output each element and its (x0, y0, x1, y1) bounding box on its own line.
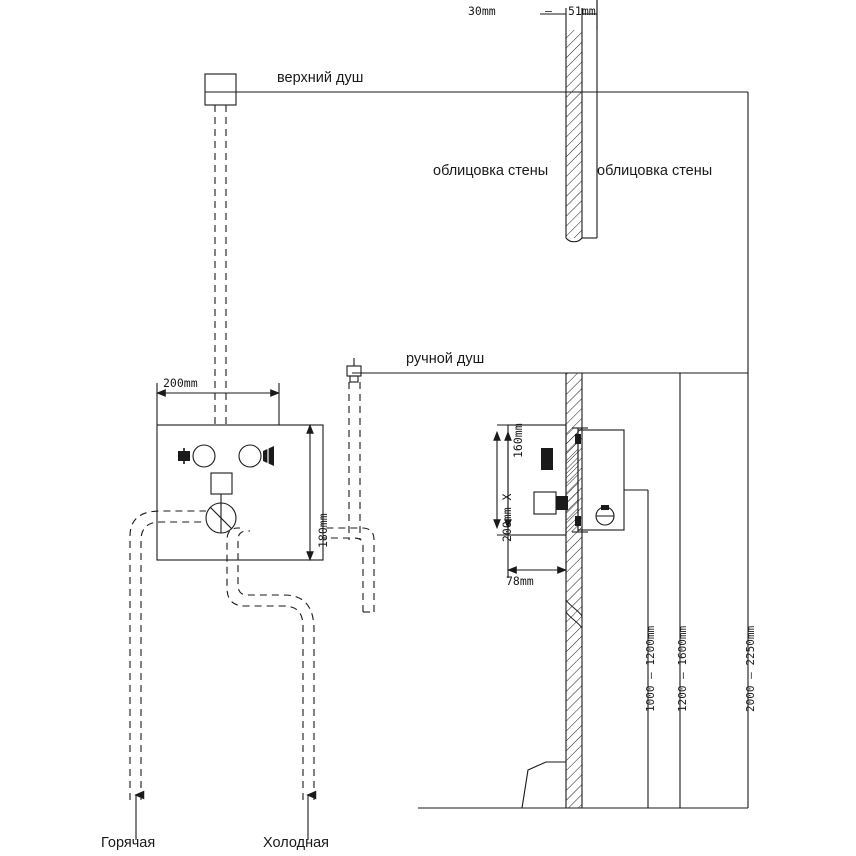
dim-label-1200-1600mm: 1200 — 1600mm (676, 625, 689, 712)
dim-label-160mm: 160mm (511, 423, 525, 458)
dim-label-78mm: 78mm (506, 574, 534, 588)
label-overhead-shower: верхний душ (277, 70, 364, 86)
dim-label-180mm-height: 180mm (316, 513, 330, 548)
dim-label-51mm: 51mm (568, 4, 596, 18)
dim-label-2000-2250mm: 2000 — 2250mm (744, 625, 757, 712)
label-cold-water: Холодная (263, 835, 330, 851)
dim-label-200mm-width: 200mm (163, 376, 198, 390)
dim-label-200mm-x: 200mm X (500, 493, 514, 542)
dim-label-dash: — (545, 4, 552, 18)
dim-label-30mm: 30mm (468, 4, 496, 18)
label-wall-cladding-right: облицовка стены (597, 163, 713, 179)
label-wall-cladding-left: облицовка стены (433, 163, 549, 179)
label-hand-shower: ручной душ (406, 351, 485, 367)
label-hot-water: Горячая (101, 835, 156, 851)
dim-label-1000-1200mm: 1000 — 1200mm (644, 625, 657, 712)
